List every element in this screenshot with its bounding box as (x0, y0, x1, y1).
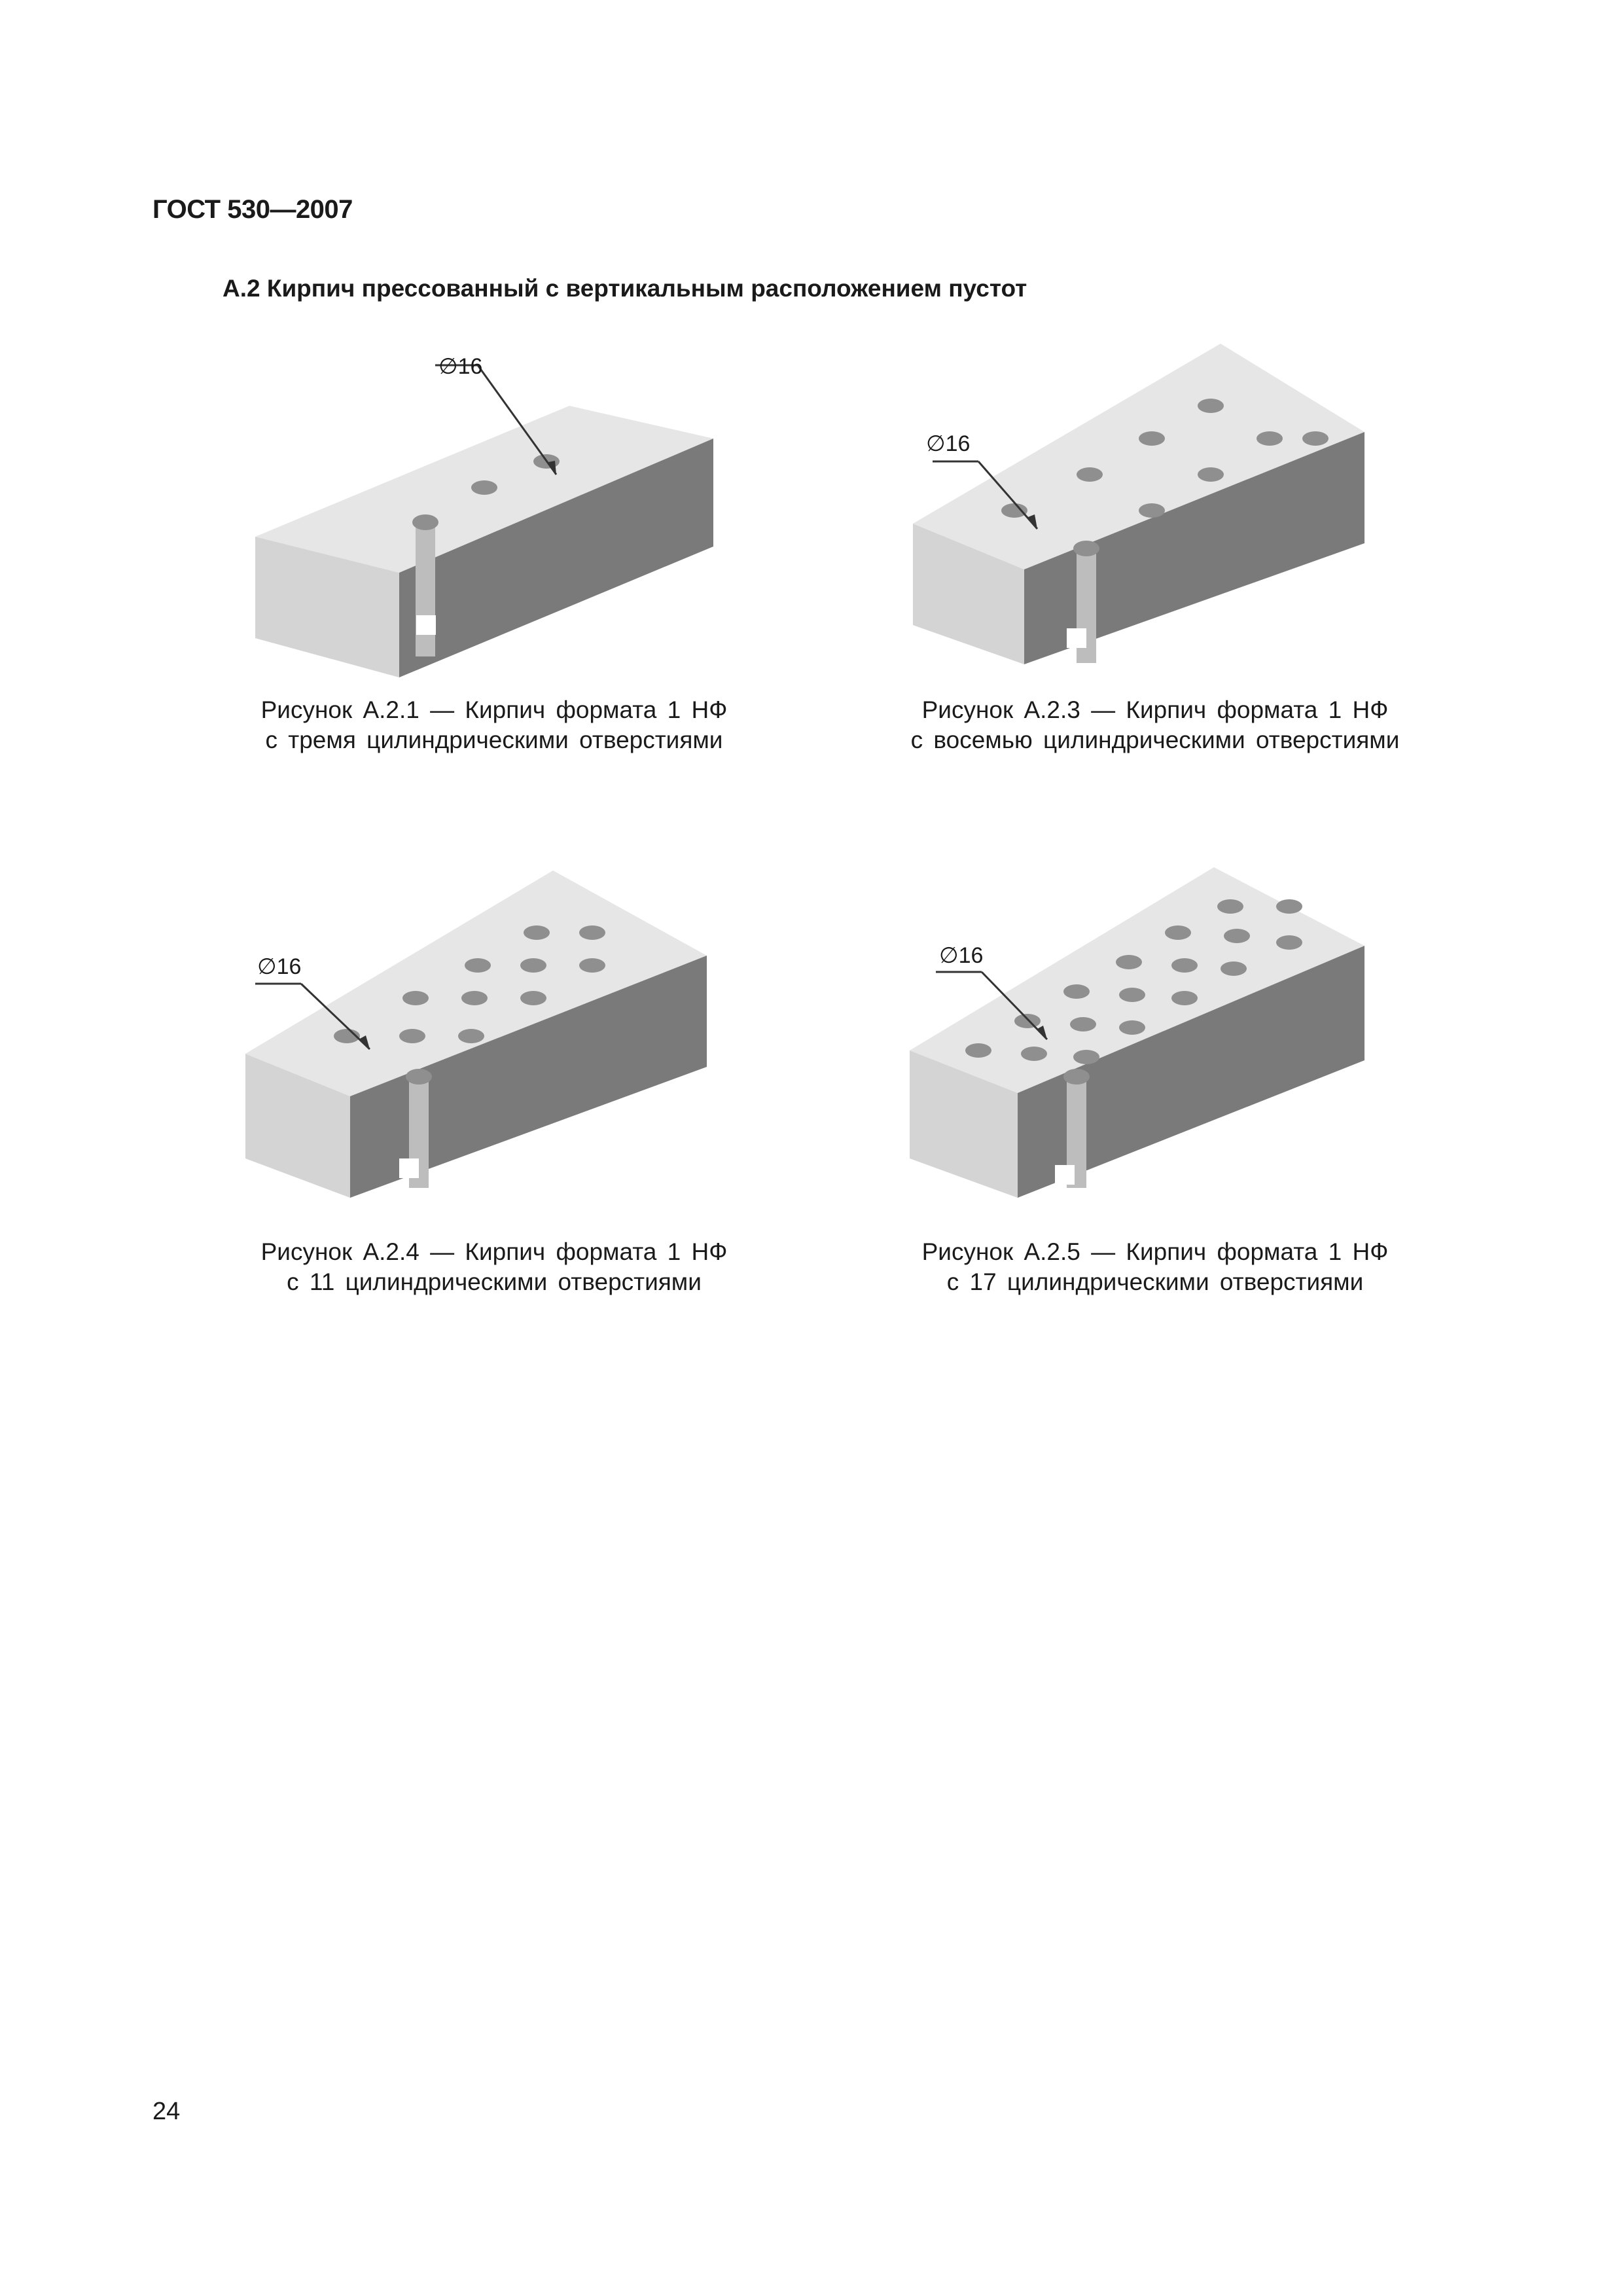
brick-slot-top (406, 1069, 432, 1085)
brick-hole (1302, 431, 1329, 446)
brick-hole (1139, 431, 1165, 446)
brick-hole (1276, 899, 1302, 914)
caption-line: с 17 цилиндрическими отверстиями (946, 1268, 1364, 1295)
brick-11-holes-illustration (239, 867, 723, 1208)
brick-hole (965, 1043, 991, 1058)
brick-slot-notch (399, 1158, 419, 1178)
brick-hole (579, 925, 605, 940)
brick-hole (1119, 988, 1145, 1002)
brick-hole (1119, 1020, 1145, 1035)
dimension-label: ∅16 (939, 943, 984, 968)
caption-line: Рисунок А.2.4 — Кирпич формата 1 НФ (260, 1238, 728, 1265)
brick-hole (1224, 929, 1250, 943)
brick-17-holes-illustration (903, 864, 1387, 1211)
brick-slot-top (1073, 541, 1099, 556)
brick-hole (1073, 1050, 1099, 1064)
brick-hole (402, 991, 429, 1005)
brick-hole (1077, 467, 1103, 482)
caption-line: с тремя цилиндрическими отверстиями (265, 726, 723, 753)
brick-hole (1198, 399, 1224, 413)
brick-hole (1221, 961, 1247, 976)
brick-slot-top (412, 514, 438, 530)
brick-hole (458, 1029, 484, 1043)
brick-8-holes-illustration (906, 340, 1384, 668)
brick-hole (1021, 1047, 1047, 1061)
figure-a-2-3 (906, 340, 1384, 668)
page-number: 24 (152, 2098, 181, 2125)
brick-hole (1001, 503, 1027, 518)
brick-hole (1171, 991, 1198, 1005)
dimension-label: ∅16 (926, 431, 971, 456)
brick-slot-groove (416, 522, 435, 656)
document-header: ГОСТ 530—2007 (152, 195, 353, 224)
brick-hole (1257, 431, 1283, 446)
brick-hole (1070, 1017, 1096, 1031)
brick-hole (1063, 984, 1090, 999)
brick-hole (465, 958, 491, 973)
caption-line: Рисунок А.2.1 — Кирпич формата 1 НФ (260, 696, 728, 723)
figure-a-2-5 (903, 864, 1387, 1211)
figure-a-2-4-caption (216, 1237, 772, 1297)
brick-hole (461, 991, 488, 1005)
brick-slot-notch (416, 615, 436, 635)
brick-hole (1276, 935, 1302, 950)
brick-3-holes-illustration (249, 340, 733, 681)
brick-hole (1014, 1014, 1041, 1028)
brick-hole (1139, 503, 1165, 518)
brick-slot-top (1063, 1069, 1090, 1085)
brick-hole (471, 480, 497, 495)
brick-hole (520, 991, 546, 1005)
brick-hole (399, 1029, 425, 1043)
caption-line: Рисунок А.2.3 — Кирпич формата 1 НФ (921, 696, 1389, 723)
figure-a-2-3-caption (867, 695, 1443, 755)
brick-hole (579, 958, 605, 973)
figure-a-2-1-caption (216, 695, 772, 755)
caption-line: Рисунок А.2.5 — Кирпич формата 1 НФ (921, 1238, 1389, 1265)
caption-line: с восемью цилиндрическими отверстиями (910, 726, 1400, 753)
figure-a-2-4 (239, 867, 723, 1208)
dimension-label: ∅16 (438, 354, 483, 379)
brick-hole (520, 958, 546, 973)
brick-hole (524, 925, 550, 940)
brick-hole (1116, 955, 1142, 969)
brick-slot-notch (1067, 628, 1086, 648)
brick-hole (1217, 899, 1243, 914)
brick-hole (1198, 467, 1224, 482)
brick-hole (1171, 958, 1198, 973)
figure-a-2-5-caption (867, 1237, 1443, 1297)
brick-hole (1165, 925, 1191, 940)
section-title: А.2 Кирпич прессованный с вертикальным расположением пустот (223, 275, 1027, 302)
dimension-label: ∅16 (257, 954, 302, 979)
caption-line: с 11 цилиндрическими отверстиями (287, 1268, 702, 1295)
brick-slot-notch (1055, 1165, 1075, 1185)
figure-a-2-1 (249, 340, 733, 681)
